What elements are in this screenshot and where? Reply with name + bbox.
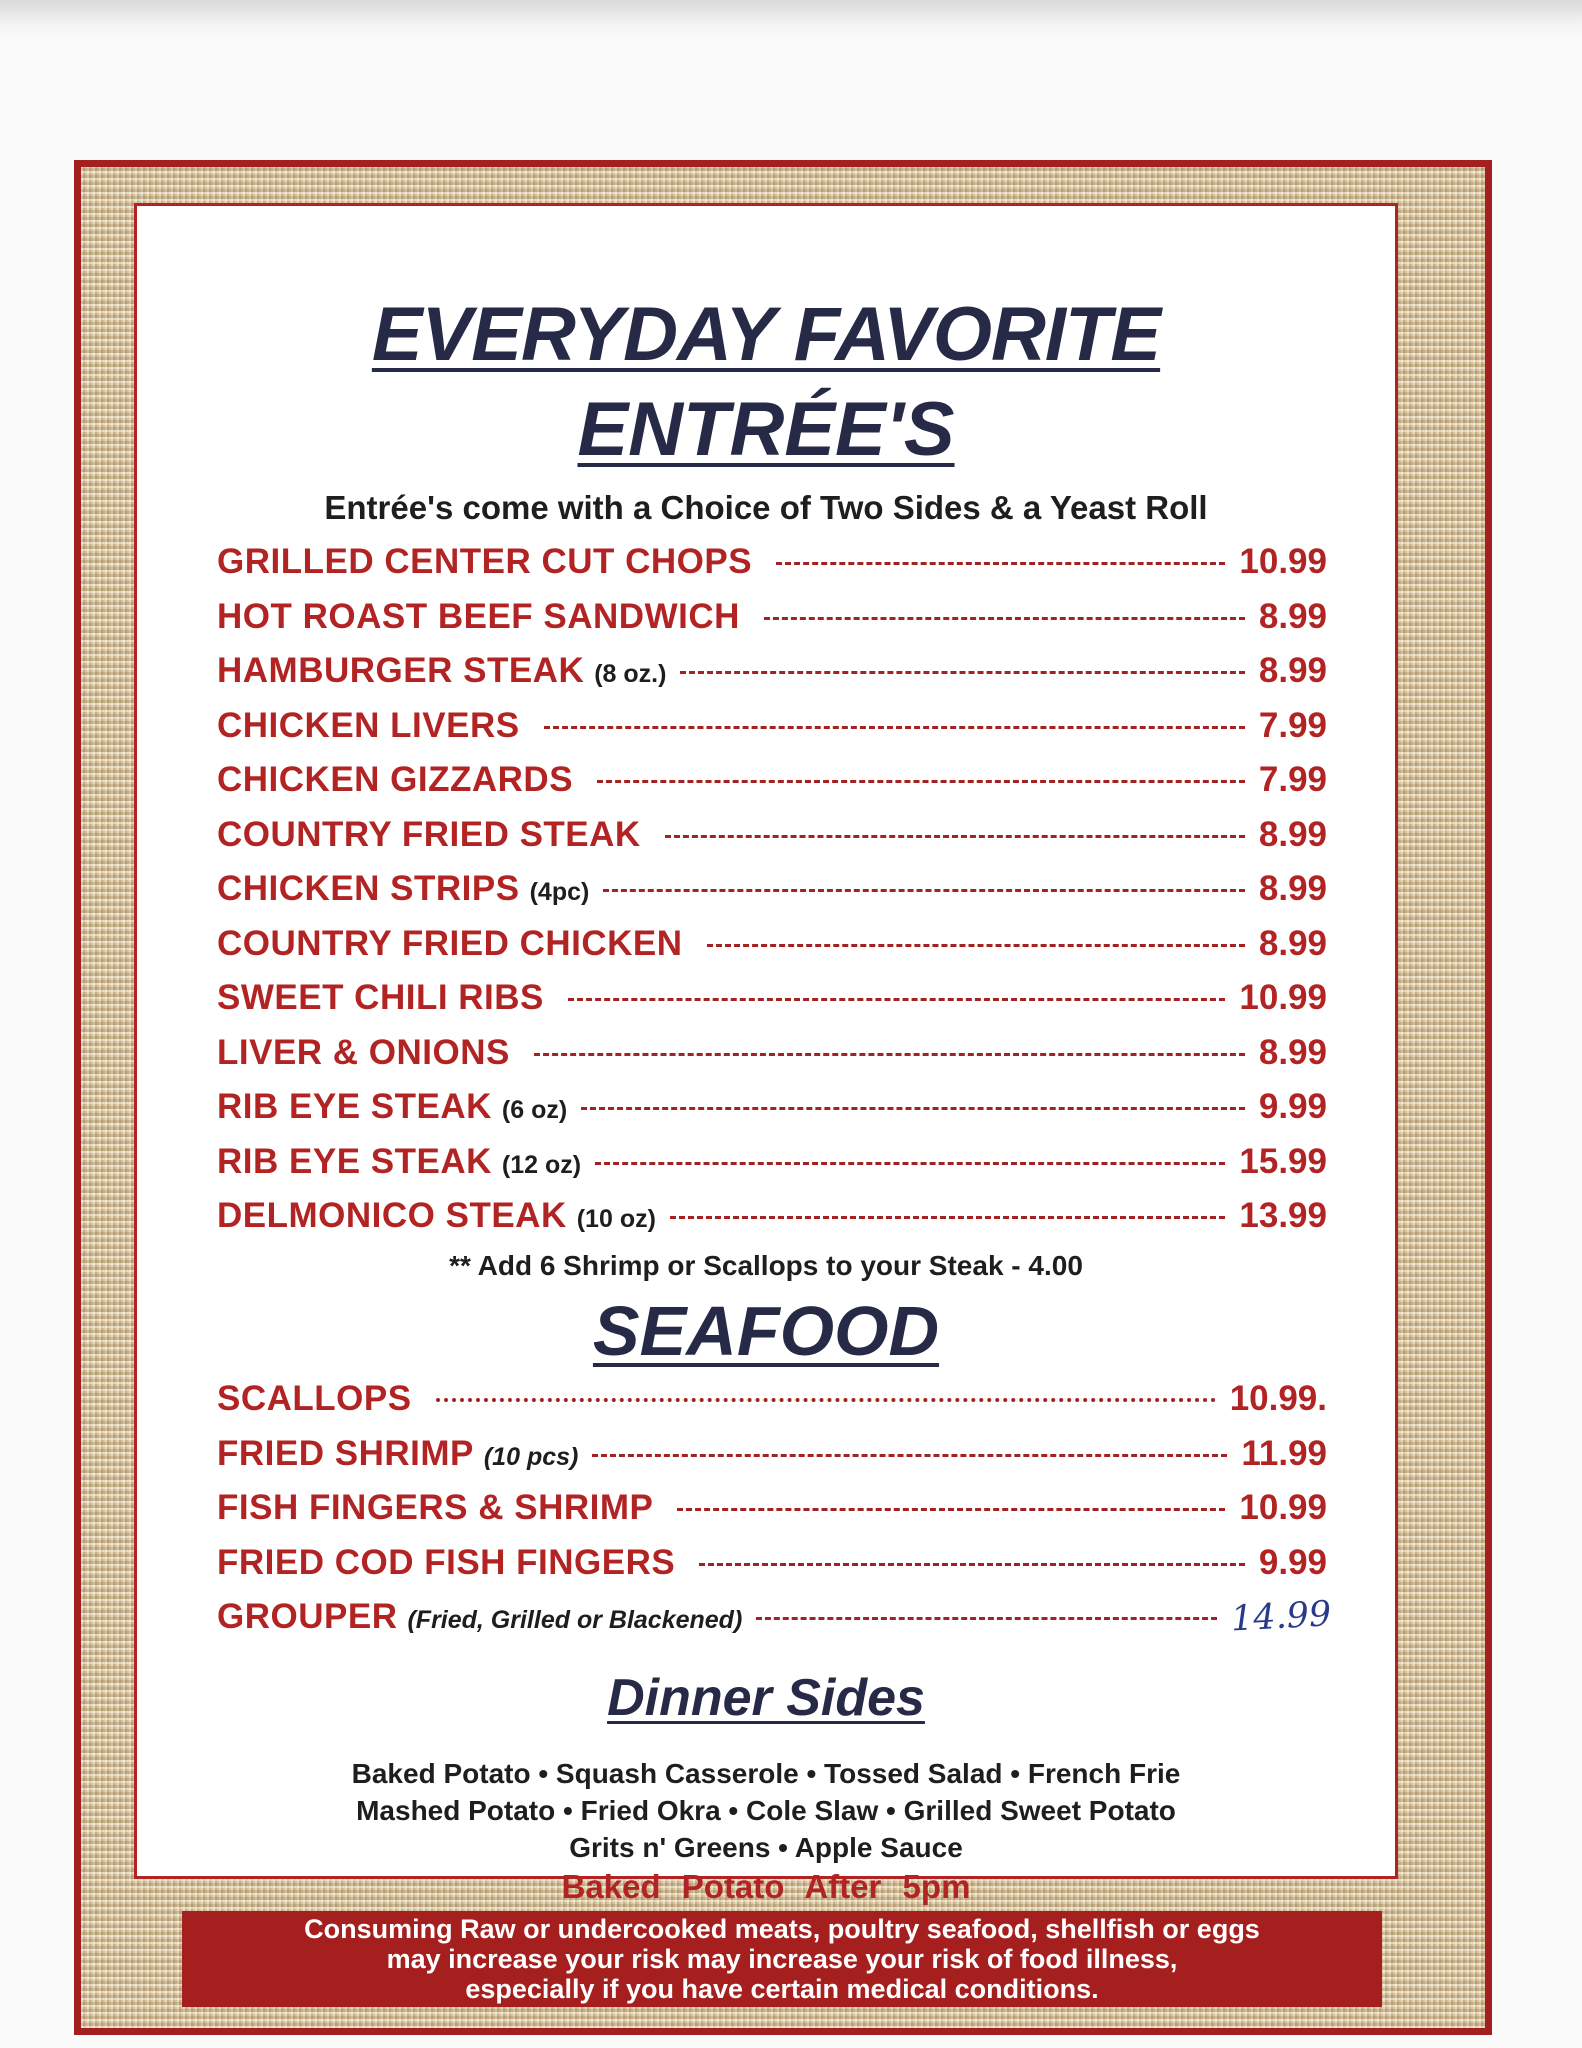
item-price: 10.99. bbox=[1229, 1379, 1327, 1418]
menu-frame bbox=[74, 160, 1492, 2035]
item-price: 10.99 bbox=[1239, 542, 1327, 581]
dot-leader bbox=[436, 1398, 1216, 1402]
dash-leader bbox=[597, 780, 1245, 783]
menu-item bbox=[217, 1033, 1327, 1088]
item-name: COUNTRY FRIED STEAK bbox=[217, 814, 641, 854]
seafood-title: SEAFOOD bbox=[592, 1292, 940, 1370]
item-price: 9.99 bbox=[1258, 1087, 1327, 1126]
baked-potato-note: Baked Potato After 5pm bbox=[561, 1868, 971, 1905]
menu-item bbox=[217, 597, 1327, 652]
item-price: 8.99 bbox=[1258, 923, 1327, 963]
item-price: 10.99 bbox=[1239, 1488, 1327, 1527]
menu-item bbox=[217, 1488, 1327, 1543]
item-name: SCALLOPS bbox=[217, 1379, 412, 1418]
seafood-list bbox=[217, 1379, 1333, 1652]
dash-leader bbox=[581, 1107, 1245, 1110]
sides-title: Dinner Sides bbox=[607, 1669, 925, 1727]
item-name: LIVER & ONIONS bbox=[217, 1032, 510, 1072]
dash-leader bbox=[595, 1162, 1225, 1165]
sides-list bbox=[137, 1755, 1395, 1866]
menu-item bbox=[217, 1434, 1327, 1489]
item-name: RIB EYE STEAK bbox=[217, 1141, 492, 1181]
entree-list bbox=[217, 542, 1327, 1251]
dash-leader bbox=[699, 1563, 1245, 1566]
dash-leader bbox=[756, 1617, 1217, 1620]
item-name: SWEET CHILI RIBS bbox=[217, 978, 544, 1017]
health-warning-banner bbox=[182, 1911, 1382, 2007]
item-price: 8.99 bbox=[1258, 651, 1327, 690]
item-name: HOT ROAST BEEF SANDWICH bbox=[217, 596, 740, 636]
sides-line: Baked Potato • Squash Casserole • Tossed Salad • French Frie bbox=[351, 1758, 1181, 1789]
item-price: 8.99 bbox=[1258, 814, 1327, 854]
item-price: 10.99 bbox=[1239, 978, 1327, 1017]
steak-addon-note: ** Add 6 Shrimp or Scallops to your Steak - 4.00 bbox=[449, 1250, 1083, 1281]
item-name: CHICKEN GIZZARDS bbox=[217, 760, 574, 799]
menu-item bbox=[217, 1142, 1327, 1197]
item-price: 7.99 bbox=[1258, 705, 1327, 745]
menu-item bbox=[217, 651, 1327, 706]
entree-subtitle: Entrée's come with a Choice of Two Sides & a Yeast Roll bbox=[324, 489, 1208, 526]
item-price: 15.99 bbox=[1239, 1141, 1327, 1181]
scan-edge-shadow bbox=[0, 0, 1582, 40]
warning-line: Consuming Raw or undercooked meats, poultry seafood, shellfish or eggs bbox=[304, 1914, 1260, 1944]
menu-item bbox=[217, 1379, 1327, 1434]
item-name: GROUPER bbox=[217, 1597, 398, 1636]
item-price: 13.99 bbox=[1239, 1196, 1327, 1235]
item-note: (10 pcs) bbox=[483, 1442, 579, 1471]
item-note: (12 oz) bbox=[501, 1150, 582, 1179]
dash-leader bbox=[544, 726, 1245, 729]
menu-item bbox=[217, 542, 1327, 597]
item-name: COUNTRY FRIED CHICKEN bbox=[217, 923, 683, 963]
item-note: (Fried, Grilled or Blackened) bbox=[407, 1606, 743, 1634]
item-price: 8.99 bbox=[1258, 1032, 1327, 1072]
sides-line: Mashed Potato • Fried Okra • Cole Slaw • Grilled Sweet Potato bbox=[356, 1795, 1176, 1826]
dash-leader bbox=[680, 671, 1244, 674]
menu-item bbox=[217, 978, 1327, 1033]
warning-line: especially if you have certain medical conditions. bbox=[465, 1974, 1099, 2004]
dash-leader bbox=[534, 1053, 1245, 1056]
menu-item bbox=[217, 869, 1327, 924]
item-note: (4pc) bbox=[529, 878, 590, 906]
dash-leader bbox=[592, 1454, 1227, 1457]
handwritten-price: 14.99 bbox=[1230, 1594, 1333, 1640]
item-price: 11.99 bbox=[1241, 1433, 1327, 1473]
item-note: (8 oz.) bbox=[594, 660, 667, 688]
dash-leader bbox=[670, 1216, 1225, 1219]
item-price: 9.99 bbox=[1258, 1542, 1327, 1582]
menu-item bbox=[217, 706, 1327, 761]
menu-title: EVERYDAY FAVORITE bbox=[371, 292, 1161, 377]
sides-line: Grits n' Greens • Apple Sauce bbox=[569, 1832, 963, 1863]
dash-leader bbox=[568, 998, 1226, 1001]
item-name: FISH FINGERS & SHRIMP bbox=[217, 1488, 654, 1527]
item-name: HAMBURGER STEAK bbox=[217, 651, 585, 690]
item-name: DELMONICO STEAK bbox=[217, 1196, 567, 1235]
menu-title-line2: ENTRÉE'S bbox=[577, 387, 955, 472]
warning-line: may increase your risk may increase your risk of food illness, bbox=[386, 1944, 1178, 1974]
menu-item bbox=[217, 1087, 1327, 1142]
item-name: CHICKEN STRIPS bbox=[217, 869, 520, 908]
item-name: CHICKEN LIVERS bbox=[217, 705, 520, 745]
dash-leader bbox=[677, 1508, 1225, 1511]
menu-item bbox=[217, 760, 1327, 815]
menu-panel bbox=[134, 203, 1398, 1905]
item-price: 8.99 bbox=[1258, 869, 1327, 908]
item-name: RIB EYE STEAK bbox=[217, 1087, 492, 1126]
menu-item bbox=[217, 1196, 1327, 1251]
item-name: FRIED SHRIMP bbox=[217, 1433, 474, 1473]
menu-item bbox=[217, 1594, 1333, 1652]
dash-leader bbox=[776, 562, 1225, 565]
item-name: GRILLED CENTER CUT CHOPS bbox=[217, 542, 753, 581]
menu-item bbox=[217, 815, 1327, 870]
menu-item bbox=[217, 1543, 1327, 1598]
item-price: 7.99 bbox=[1258, 760, 1327, 799]
item-price: 8.99 bbox=[1258, 596, 1327, 636]
menu-item bbox=[217, 924, 1327, 979]
dash-leader bbox=[764, 617, 1245, 620]
dash-leader bbox=[603, 889, 1245, 892]
dash-leader bbox=[707, 944, 1245, 947]
item-note: (6 oz) bbox=[501, 1096, 568, 1124]
item-note: (10 oz) bbox=[576, 1205, 656, 1233]
dash-leader bbox=[665, 835, 1245, 838]
item-name: FRIED COD FISH FINGERS bbox=[217, 1542, 676, 1582]
